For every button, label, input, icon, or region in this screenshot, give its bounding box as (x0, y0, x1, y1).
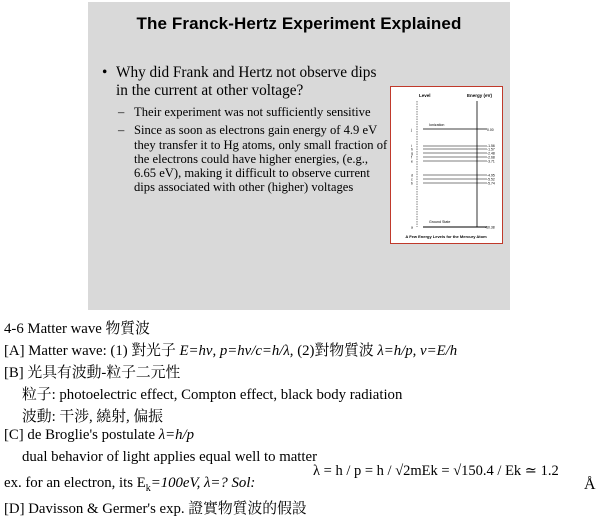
main-bullet (102, 64, 388, 99)
energy-value: -5.52 (487, 177, 495, 182)
energy-value: -2.48 (487, 151, 495, 156)
notes-line-particle: 粒子: photoelectric effect, Compton effect, black body radiation (22, 387, 403, 403)
notes-heading: 4-6 Matter wave 物質波 (4, 321, 150, 337)
energy-value: -3.71 (487, 159, 495, 164)
notes-line-b: [B] 光具有波動-粒子二元性 (4, 365, 181, 381)
level-letter: h (411, 147, 413, 152)
energy-value: -2.68 (487, 155, 495, 160)
energy-value: -10.38 (485, 225, 495, 230)
slide-title: The Franck-Hertz Experiment Explained (136, 14, 462, 33)
level-letter: g (411, 151, 413, 156)
level-letter: a (411, 225, 413, 230)
energy-level-figure (390, 86, 503, 244)
figure-ionization-label: Ionization (429, 123, 445, 127)
level-letter: c (411, 177, 413, 182)
figure-level-header: Level (419, 93, 431, 98)
notes-line-dual: dual behavior of light applies equal well to matter (22, 449, 318, 465)
notes-line-c: [C] de Broglie's postulate λ=h/p (4, 427, 195, 443)
sub-bullet-2 (102, 123, 388, 194)
notes-line-wave: 波動: 干涉, 繞射, 偏振 (22, 409, 163, 425)
energy-value: -1.57 (487, 147, 495, 152)
sub-bullet-1-text: Their experiment was not sufficiently sensitive (134, 105, 371, 120)
sub-bullet-2-text: Since as soon as electrons gain energy of 4.9 eV they transfer it to Hg atoms, only small fraction of the electrons could have higher energies, (e.g., 6.65 eV), making it difficult to observe current dips associated with other (higher) voltages (134, 123, 388, 195)
figure-caption: A Few Energy Levels for the Mercury Atom (405, 234, 487, 239)
level-letter: d (411, 173, 413, 178)
energy-value: 0.00 (487, 128, 494, 132)
level-letter: f (411, 155, 412, 160)
notes-line-example: ex. for an electron, its $E_k=100eV$, λ=? Sol: (4, 475, 256, 494)
energy-value: -5.74 (487, 181, 495, 186)
energy-level-diagram (391, 87, 501, 242)
energy-value: -1.56 (487, 144, 495, 148)
sub-bullet-1 (102, 105, 388, 119)
notes-line-a: [A] Matter wave: (1) 對光子 E=hν, p=hν/c=h/λ, (2)對物質波 λ=h/p, ν=E/h (4, 343, 458, 359)
level-letter: i (411, 144, 412, 148)
level-letter: b (411, 181, 413, 186)
dash-icon: – (118, 105, 125, 120)
figure-ground-state-label: Ground State (429, 220, 451, 224)
figure-energy-header: Energy (eV) (467, 93, 493, 98)
svg-text:j: j (411, 128, 412, 132)
dash-icon: – (118, 123, 125, 138)
notes-line-d: [D] Davisson & Germer's exp. 證實物質波的假設 (4, 501, 307, 517)
slide-bullets (102, 64, 388, 194)
de-broglie-formula: λ = h / p = h / √2mEk = √150.4 / Ek ≃ 1.2 (313, 463, 559, 479)
angstrom-unit: Å (584, 476, 596, 493)
lecture-slide (88, 2, 510, 310)
bullet-dot-icon: • (102, 64, 108, 81)
level-letter: e (411, 159, 413, 164)
energy-value: -4.95 (487, 173, 495, 178)
main-bullet-text: Why did Frank and Hertz not observe dips in the current at other voltage? (116, 64, 377, 99)
